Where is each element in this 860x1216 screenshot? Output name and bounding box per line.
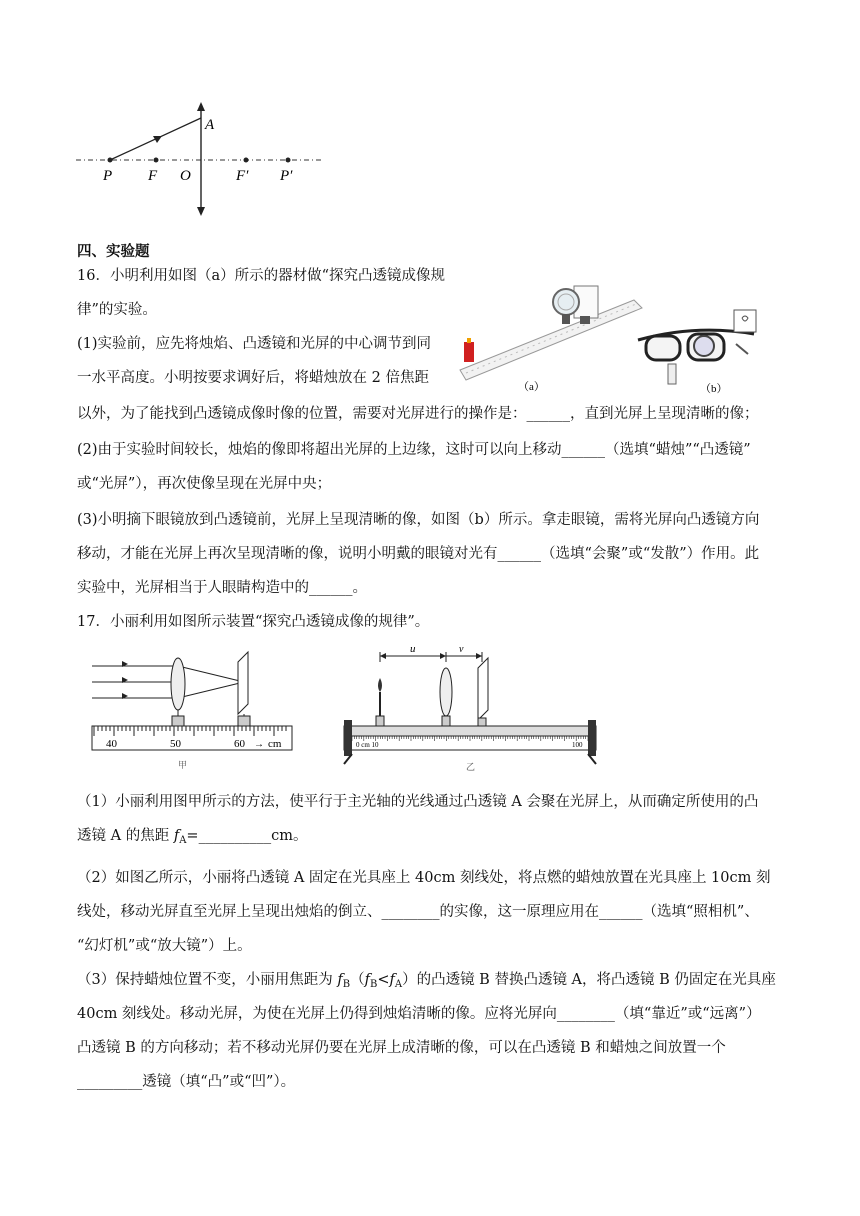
q17-p2-line-3: “幻灯机”或“放大镜”）上。: [77, 938, 252, 954]
q17-p2-line-1: （2）如图乙所示，小丽将凸透镜 A 固定在光具座上 40cm 刻线处，将点燃的蜡烛放置在光具座上 10cm 刻: [77, 870, 771, 886]
q17-p3-line-2: 40cm 刻线处。移动光屏，为使在光屏上仍得到烛焰清晰的像。应将光屏向________（填“靠近”或“远离”）: [77, 1006, 761, 1022]
lens-yi: [440, 668, 452, 716]
lens-top-arrow: [197, 102, 205, 111]
figure-b-caption: （b）: [700, 383, 728, 395]
figure-a-caption: （a）: [518, 381, 545, 393]
screen-yi: [478, 658, 488, 720]
svg-text:→: →: [254, 739, 264, 750]
q16-line-3: (1)实验前，应先将烛焰、凸透镜和光屏的中心调节到同: [77, 336, 432, 352]
caption-jia: 甲: [178, 760, 188, 770]
point-p-prime: [286, 158, 291, 163]
q16-line-1: 16．小明利用如图（a）所示的器材做“探究凸透镜成像规: [77, 268, 446, 284]
lens-behind-glasses: [694, 336, 714, 356]
q16-line-2: 律”的实验。: [77, 302, 157, 318]
q17-p1-line-2: 透镜 A 的焦距 $f_A=\_\_\_\_\_\_\_\_\_\_cm$。: [77, 828, 308, 846]
q17-p3-line-4: _________透镜（填“凸”或“凹”）。: [77, 1074, 296, 1090]
section-title: 四、实验题: [77, 244, 150, 260]
q16-line-8: (3)小明摘下眼镜放到凸透镜前，光屏上呈现清晰的像，如图（b）所示。拿走眼镜，需将光屏向凸透镜方向: [77, 512, 760, 528]
q16-line-10: 实验中，光屏相当于人眼睛构造中的______。: [77, 580, 367, 596]
label-f: F: [148, 168, 158, 184]
ruler-unit: cm: [268, 738, 282, 750]
tick-50: 50: [170, 738, 181, 750]
glasses-left-lens: [646, 336, 680, 360]
candle-b: [668, 364, 676, 384]
lens-a: [171, 658, 185, 710]
q16-line-5: 以外，为了能找到凸透镜成像时像的位置，需要对光屏进行的操作是：______，直到光屏上呈现清晰的像；: [77, 406, 759, 422]
tick-40: 40: [106, 738, 117, 750]
q16-line-6: (2)由于实验时间较长，烛焰的像即将超出光屏的上边缘，这时可以向上移动______（选填“蜡烛”“凸透镜”: [77, 442, 751, 458]
point-f-prime: [244, 158, 249, 163]
bench-scale-end: 100: [572, 741, 583, 749]
q17-title: 17．小丽利用如图所示装置“探究凸透镜成像的规律”。: [77, 614, 430, 630]
label-u: u: [410, 643, 416, 655]
figure-jia: [88, 648, 298, 770]
q16-line-7: 或“光屏”），再次使像呈现在光屏中央；: [77, 476, 332, 492]
point-f: [154, 158, 159, 163]
q17-p2-line-2: 线处，移动光屏直至光屏上呈现出烛焰的倒立、________的实像，这一原理应用在______（选填“照相机”、: [77, 904, 759, 920]
label-p-prime: P′: [280, 168, 293, 184]
caption-yi: 乙: [466, 762, 476, 772]
candle: [464, 342, 474, 362]
q16-line-4: 一水平高度。小明按要求调好后，将蜡烛放在 2 倍焦距: [77, 370, 429, 386]
q16-line-9: 移动，才能在光屏上再次呈现清晰的像，说明小明戴的眼镜对光有______（选填“会聚”或“发散”）作用。此: [77, 546, 760, 562]
label-a: A: [205, 117, 215, 133]
convex-lens: [553, 289, 579, 315]
lens-ray-diagram: [70, 98, 330, 220]
screen-jia: [238, 652, 248, 714]
q17-p3-line-1: （3）保持蜡烛位置不变，小丽用焦距为 $f_B(f_B<f_A)$的凸透镜 B 替换凸透镜 A，将凸透镜 B 仍固定在光具座: [77, 972, 776, 990]
label-p: P: [103, 168, 113, 184]
figure-b-glasses: [636, 300, 796, 396]
figure-yi: [338, 640, 602, 772]
bench-scale-start: 0 cm 10: [356, 741, 379, 749]
q17-p1-line-1: （1）小丽利用图甲所示的方法，使平行于主光轴的光线通过凸透镜 A 会聚在光屏上，从而确定所使用的凸: [77, 794, 759, 810]
q17-p3-line-3: 凸透镜 B 的方向移动；若不移动光屏仍要在光屏上成清晰的像，可以在凸透镜 B 和蜡烛之间放置一个: [77, 1040, 726, 1056]
label-f-prime: F′: [236, 168, 249, 184]
label-o: O: [180, 168, 191, 184]
tick-60: 60: [234, 738, 245, 750]
label-v: v: [459, 644, 464, 655]
lens-bottom-arrow: [197, 207, 205, 216]
figure-a-optical-bench: [456, 278, 646, 394]
bench-top: [344, 726, 596, 736]
point-p: [108, 158, 113, 163]
